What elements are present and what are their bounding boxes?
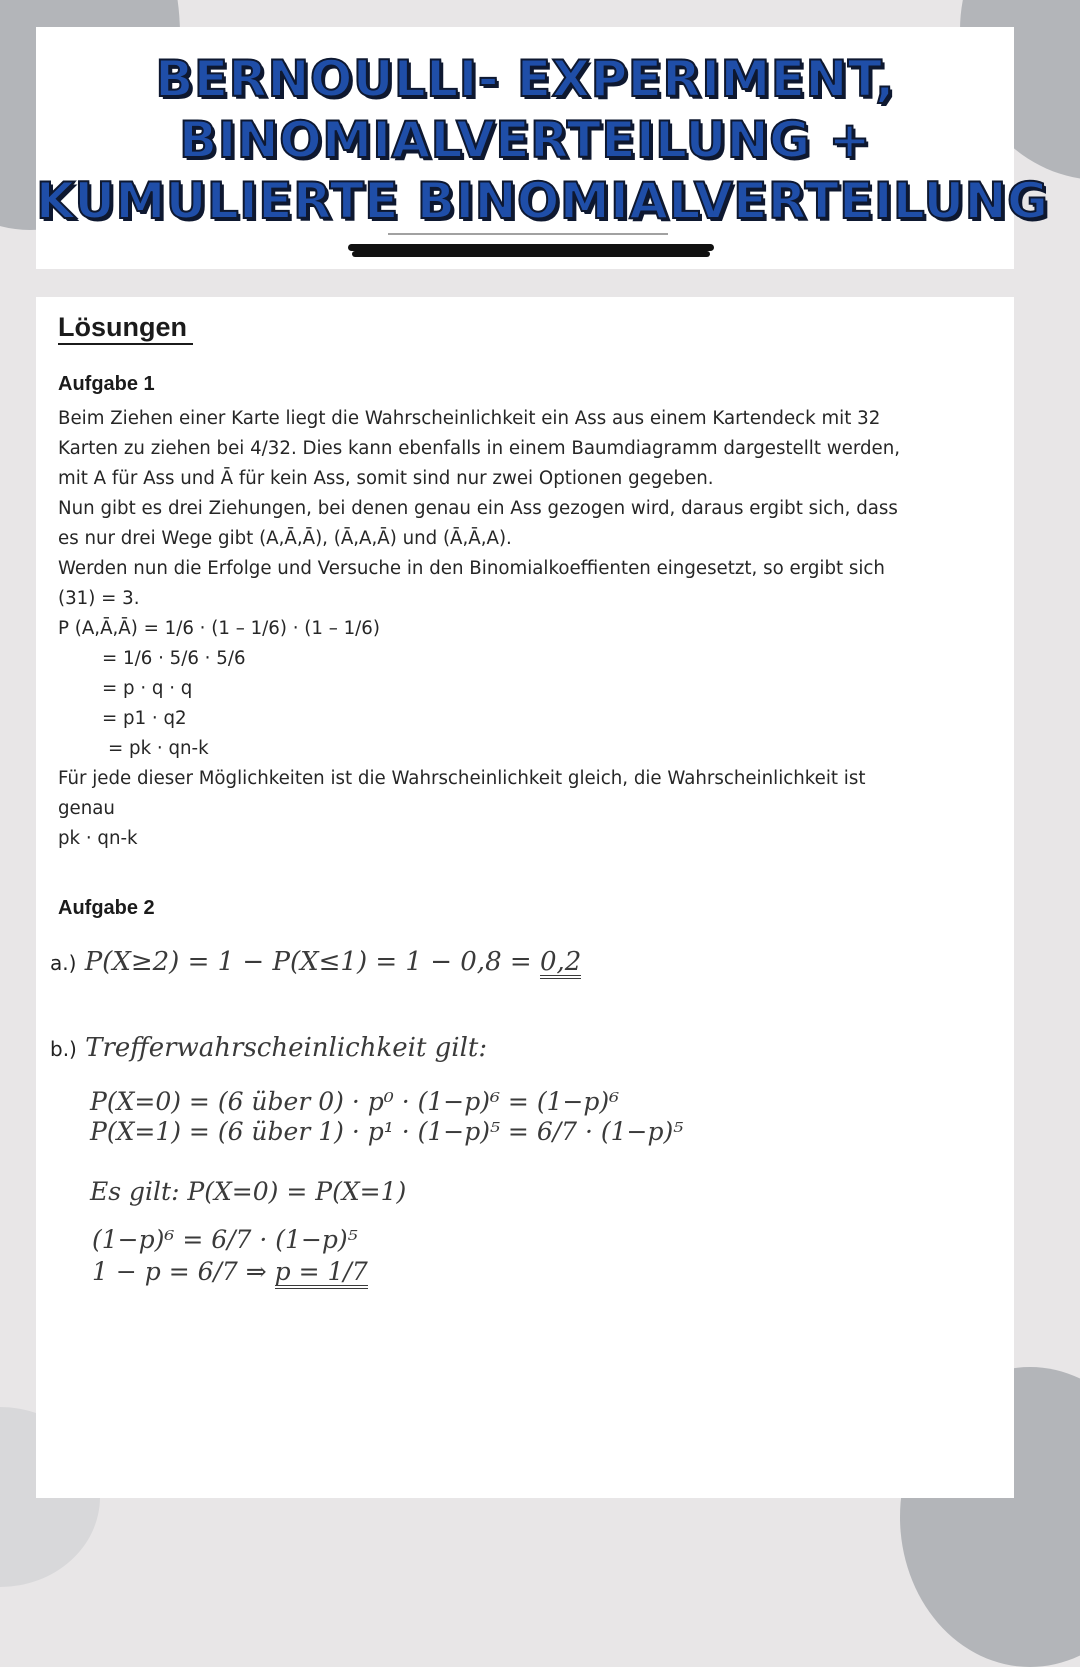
task-2a-label: a.) <box>50 951 77 975</box>
task-2b-label: b.) <box>50 1037 77 1061</box>
task-1-line: = pk · qn-k <box>108 738 209 759</box>
task-1-text <box>58 404 958 854</box>
solutions-heading: Lösungen <box>58 311 193 345</box>
task-2b-intro-line <box>50 1033 487 1063</box>
task-1-line: Werden nun die Erfolge und Versuche in den Binomialkoeffienten eingesetzt, so ergibt sich <box>58 558 885 579</box>
task-1-line: = 1/6 · 5/6 · 5/6 <box>102 648 246 669</box>
task-2a-expression: P(X≥2) = 1 − P(X≤1) = 1 − 0,8 = <box>84 947 540 977</box>
task-1-line: genau <box>58 798 115 819</box>
task-1-line: = p · q · q <box>102 678 193 699</box>
task-2b-intro: Trefferwahrscheinlichkeit gilt: <box>85 1033 488 1063</box>
task-2b-equation-3: (1−p)⁶ = 6/7 · (1−p)⁵ <box>92 1225 358 1254</box>
task-1-line: Nun gibt es drei Ziehungen, bei denen genau ein Ass gezogen wird, daraus ergibt sich, dass <box>58 498 898 519</box>
page-title <box>36 27 1049 232</box>
task-1-line: = p1 · q2 <box>102 708 187 729</box>
title-line-1: BERNOULLI- EXPERIMENT, <box>155 50 895 108</box>
task-2b-equation-1: P(X=0) = (6 über 0) · p⁰ · (1−p)⁶ = (1−p)⁶ <box>90 1087 620 1116</box>
task-1-line: (31) = 3. <box>58 588 140 609</box>
task-2a-solution <box>50 947 581 979</box>
task-2b-equation-2: P(X=1) = (6 über 1) · p¹ · (1−p)⁵ = 6/7 · (1−p)⁵ <box>90 1117 684 1146</box>
task-1-line: P (A,Ā,Ā) = 1/6 · (1 – 1/6) · (1 – 1/6) <box>58 618 380 639</box>
redacted-author-line <box>348 239 714 257</box>
task-2b-final-expression: 1 − p = 6/7 ⇒ <box>92 1257 275 1286</box>
task-2b-result: p = 1/7 <box>275 1259 368 1289</box>
task-2b-final <box>92 1257 368 1289</box>
task-1-line: mit A für Ass und Ā für kein Ass, somit sind nur zwei Optionen gegeben. <box>58 468 714 489</box>
task-2-heading: Aufgabe 2 <box>58 897 155 919</box>
task-1-line: Beim Ziehen einer Karte liegt die Wahrscheinlichkeit ein Ass aus einem Kartendeck mit 32 <box>58 408 881 429</box>
task-1-heading: Aufgabe 1 <box>58 373 155 395</box>
title-card <box>36 27 1049 269</box>
task-1-line: es nur drei Wege gibt (A,Ā,Ā), (Ā,A,Ā) und (Ā,Ā,A). <box>58 528 512 549</box>
task-2b-condition: Es gilt: P(X=0) = P(X=1) <box>90 1177 407 1206</box>
task-2a-result: 0,2 <box>539 947 582 977</box>
title-line-3: KUMULIERTE BINOMIALVERTEILUNG <box>36 172 1049 230</box>
task-1-line: Karten zu ziehen bei 4/32. Dies kann ebenfalls in einem Baumdiagramm dargestellt werden, <box>58 438 901 459</box>
solutions-card <box>36 297 1014 1498</box>
task-1-line: pk · qn-k <box>58 828 138 849</box>
title-line-2: BINOMIALVERTEILUNG + <box>179 111 871 169</box>
task-1-line: Für jede dieser Möglichkeiten ist die Wahrscheinlichkeit gleich, die Wahrscheinlichkeit ist <box>58 768 866 789</box>
